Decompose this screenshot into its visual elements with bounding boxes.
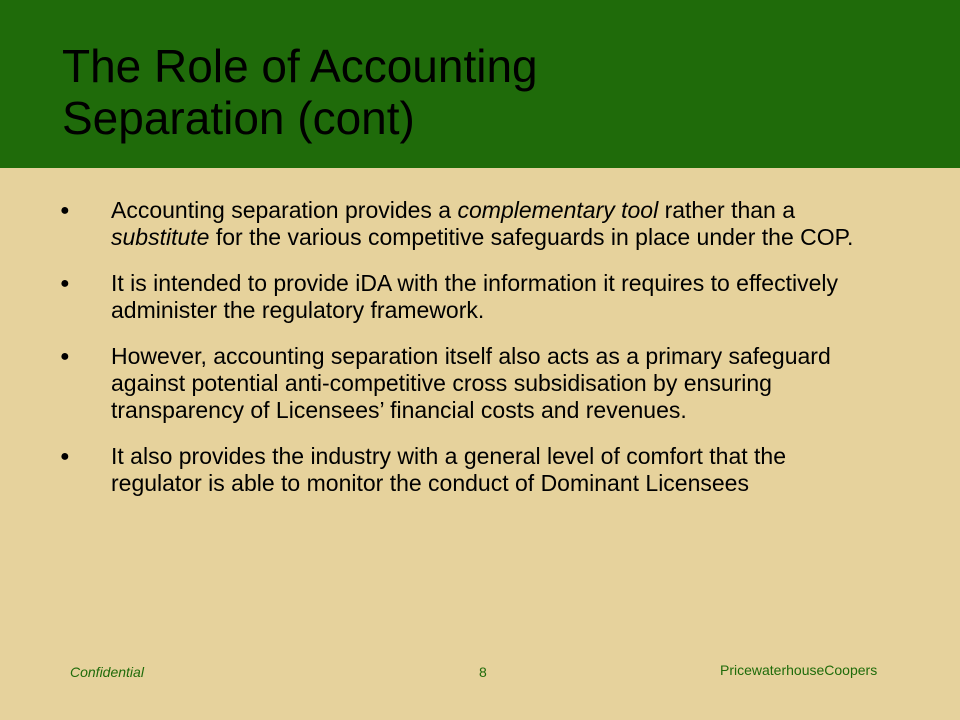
bullet-item [60,443,880,497]
bullet-item [60,197,880,251]
page-number: 8 [479,664,487,680]
bullet-text-part: rather than a [658,197,796,223]
bullet-dot-icon: ● [60,348,70,365]
bullet-emphasis: complementary tool [457,197,659,223]
company-name: PricewaterhouseCoopers [720,662,878,678]
bullet-text: It also provides the industry with a general level of comfort that the regulator is able to monitor the conduct of Dominant Licensees [111,443,787,496]
bullet-text: It is intended to provide iDA with the information it requires to effectively administer the regulatory framework. [111,270,839,323]
bullet-text-part: for the various competitive safeguards in place under the COP. [209,224,854,250]
bullet-dot-icon: ● [60,275,70,292]
slide-title [62,40,922,144]
bullet-text-part: Accounting separation provides a [111,197,458,223]
bullet-emphasis: substitute [111,224,210,250]
title-line-1: The Role of Accounting [62,40,538,92]
bullet-item [60,343,880,424]
bullet-dot-icon: ● [60,202,70,219]
bullet-dot-icon: ● [60,448,70,465]
title-line-2: Separation (cont) [62,92,415,144]
confidential-label: Confidential [70,664,144,680]
bullet-list [60,197,880,516]
bullet-text: However, accounting separation itself also acts as a primary safeguard against potential anti-competitive cross subsidisation by ensuring transparency of Licensees’ financial costs and revenues. [111,343,831,423]
bullet-item [60,270,880,324]
